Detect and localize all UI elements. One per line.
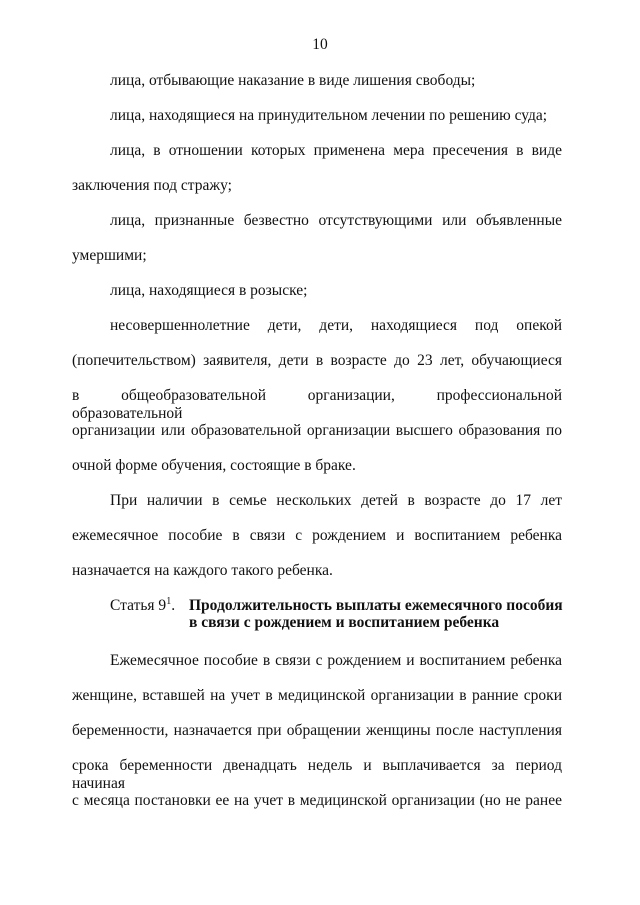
text-line: лица, отбывающие наказание в виде лишения свободы; <box>110 72 476 89</box>
article-title: в связи с рождением и воспитанием ребенка <box>189 614 500 631</box>
text-line: беременности, назначается при обращении женщины после наступления <box>72 722 562 739</box>
article-title: Продолжительность выплаты ежемесячного пособия <box>189 597 563 614</box>
text-line: назначается на каждого такого ребенка. <box>72 562 333 579</box>
text-line: очной форме обучения, состоящие в браке. <box>72 457 356 474</box>
text-line: женщине, вставшей на учет в медицинской организации в ранние сроки <box>72 687 562 704</box>
text-line: лица, находящиеся в розыске; <box>110 282 308 299</box>
text-line: умершими; <box>72 247 147 264</box>
text-line: лица, в отношении которых применена мера пресечения в виде <box>110 142 562 159</box>
text-line: заключения под стражу; <box>72 177 232 194</box>
text-line: организации или образовательной организации высшего образования по <box>72 422 562 439</box>
article-label: Статья $9^1$. <box>110 595 176 614</box>
text-line: срока беременности двенадцать недель и выплачивается за период начиная <box>72 757 562 792</box>
page-number: 10 <box>312 36 328 53</box>
text-line: лица, признанные безвестно отсутствующими или объявленные <box>110 212 562 229</box>
text-line: ежемесячное пособие в связи с рождением и воспитанием ребенка <box>72 527 562 544</box>
text-line: с месяца постановки ее на учет в медицинской организации (но не ранее <box>72 792 562 809</box>
text-line: несовершеннолетние дети, дети, находящиеся под опекой <box>110 317 562 334</box>
text-line: лица, находящиеся на принудительном лечении по решению суда; <box>110 107 548 124</box>
text-line: в общеобразовательной организации, профессиональной образовательной <box>72 387 562 422</box>
text-line: Ежемесячное пособие в связи с рождением и воспитанием ребенка <box>110 652 562 669</box>
text-line: При наличии в семье нескольких детей в возрасте до 17 лет <box>110 492 562 509</box>
text-line: (попечительством) заявителя, дети в возрасте до 23 лет, обучающиеся <box>72 352 562 369</box>
